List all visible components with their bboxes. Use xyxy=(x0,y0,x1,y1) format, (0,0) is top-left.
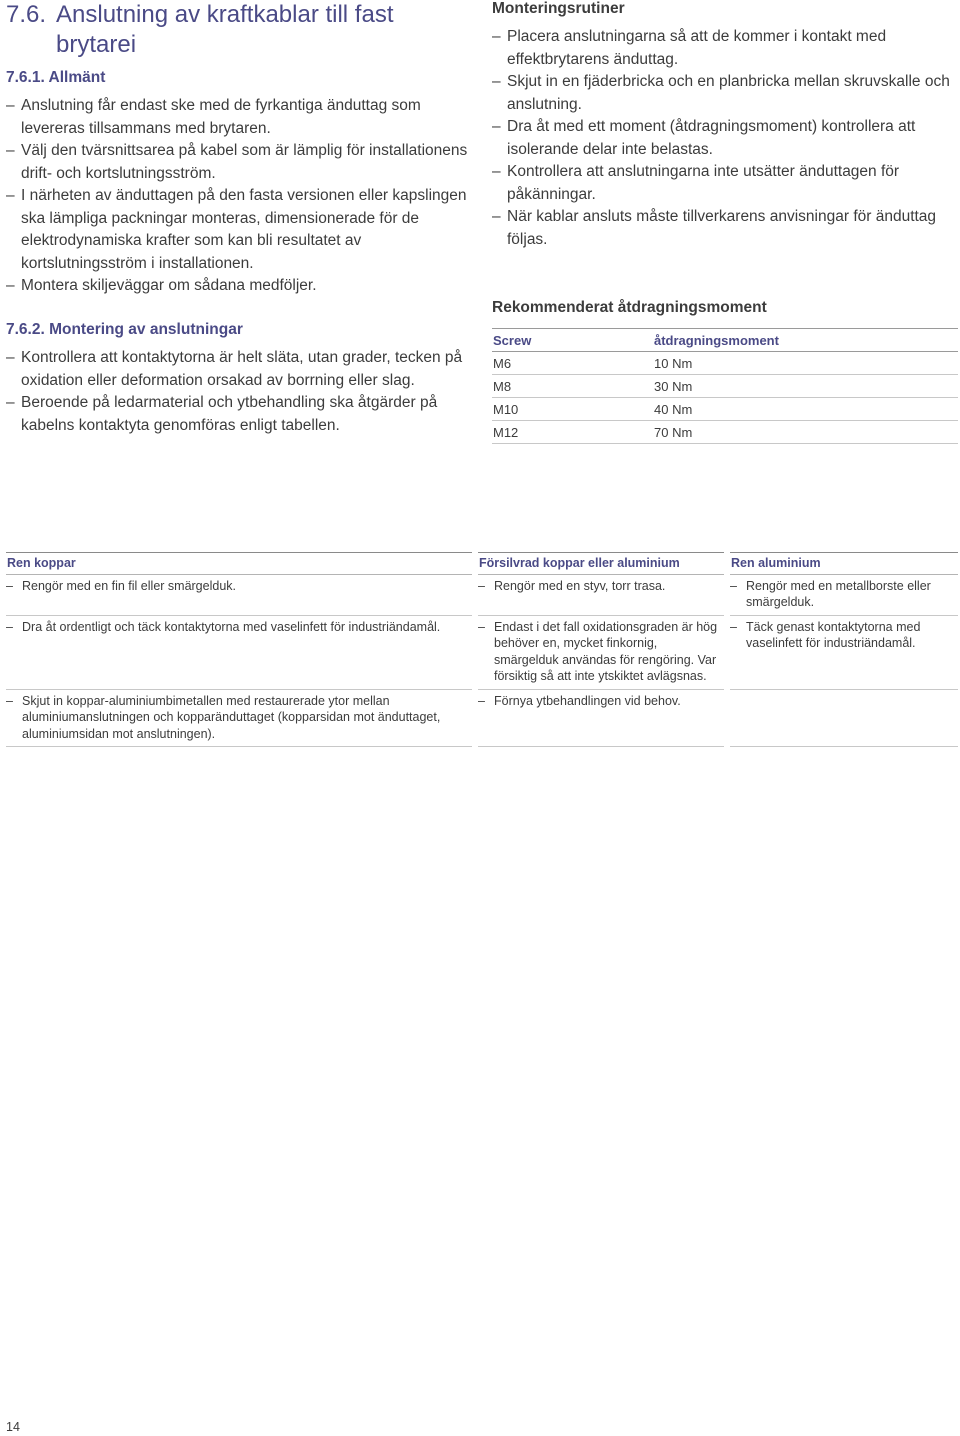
table-row xyxy=(6,689,958,747)
section-title-line2: brytarei xyxy=(56,31,137,58)
cell-text: – Förnya ytbehandlingen vid behov. xyxy=(478,693,718,710)
cell-text: – Dra åt ordentligt och täck kontaktytorna med vaselinfett för industriändamål. xyxy=(6,619,466,636)
table-cell xyxy=(6,615,475,689)
list-item: – Beroende på ledarmaterial och ytbehandling ska åtgärder på kabelns kontaktyta genomföras enligt tabellen. xyxy=(6,392,468,437)
table-cell xyxy=(6,689,475,747)
table-cell: M10 xyxy=(492,398,653,421)
list-item: – Dra åt med ett moment (åtdragningsmoment) kontrollera att isolerande delar inte belastas. xyxy=(492,116,958,161)
column-header-torque: åtdragningsmoment xyxy=(653,329,958,352)
table-row xyxy=(492,375,958,398)
table-cell xyxy=(475,574,727,615)
list-item: – När kablar ansluts måste tillverkarens anvisningar för änduttag följas. xyxy=(492,206,958,251)
page-title xyxy=(6,0,466,60)
list-item: – Placera anslutningarna så att de kommer i kontakt med effektbrytarens änduttag. xyxy=(492,26,958,71)
column-header-silvered: Försilvrad koppar eller aluminium xyxy=(475,553,727,575)
cell-text: – Skjut in koppar-aluminiumbimetallen med restaurerade ytor mellan aluminiumanslutningen och kopparänduttaget (kopparsidan mot änduttaget, aluminiumsidan mot anslutningen). xyxy=(6,693,466,743)
column-header-aluminium: Ren aluminium xyxy=(727,553,958,575)
table-cell: 10 Nm xyxy=(653,352,958,375)
list-item: – Välj den tvärsnittsarea på kabel som är lämplig för installationens drift- och kortslutningsström. xyxy=(6,140,468,185)
list-item: – Kontrollera att anslutningarna inte utsätter änduttagen för påkänningar. xyxy=(492,161,958,206)
mounting-heading: 7.6.2. Montering av anslutningar xyxy=(6,321,243,338)
routines-heading: Monteringsrutiner xyxy=(492,0,625,17)
torque-table xyxy=(492,328,958,444)
table-row xyxy=(6,574,958,615)
page-number: 14 xyxy=(6,1420,20,1434)
routines-list xyxy=(492,26,958,251)
cell-text: – Endast i det fall oxidationsgraden är hög behöver en, mycket finkornig, smärgelduk användas för rengöring. Var försiktig så att inte ytskiktet avlägsnas. xyxy=(478,619,718,685)
list-item: – Kontrollera att kontaktytorna är helt släta, utan grader, tecken på oxidation eller deformation orsakad av borrning eller slag. xyxy=(6,347,468,392)
table-row xyxy=(492,398,958,421)
table-cell xyxy=(727,574,958,615)
list-item: – I närheten av änduttagen på den fasta versionen eller kapslingen ska lämpliga packningar monteras, dimensionerade för de elektrodynamiska krafter som kan bli resultatet av kortslutningsström i installationen. xyxy=(6,185,468,275)
section-title-line1: Anslutning av kraftkablar till fast xyxy=(56,1,394,28)
table-cell: M6 xyxy=(492,352,653,375)
cell-text: – Täck genast kontaktytorna med vaselinfett för industriändamål. xyxy=(730,619,952,652)
column-header-copper: Ren koppar xyxy=(6,553,475,575)
torque-heading: Rekommenderat åtdragningsmoment xyxy=(492,299,767,316)
table-cell: 30 Nm xyxy=(653,375,958,398)
table-header-row xyxy=(492,329,958,352)
table-cell xyxy=(475,689,727,747)
section-number: 7.6. xyxy=(6,1,47,28)
table-row xyxy=(492,352,958,375)
table-cell: 70 Nm xyxy=(653,421,958,444)
table-cell xyxy=(727,615,958,689)
table-cell: M8 xyxy=(492,375,653,398)
table-cell: M12 xyxy=(492,421,653,444)
table-cell xyxy=(475,615,727,689)
cell-text: – Rengör med en styv, torr trasa. xyxy=(478,578,718,595)
table-row xyxy=(6,615,958,689)
table-header-row xyxy=(6,553,958,575)
list-item: – Montera skiljeväggar om sådana medföljer. xyxy=(6,275,468,298)
list-item: – Anslutning får endast ske med de fyrkantiga änduttag som levereras tillsammans med brytaren. xyxy=(6,95,468,140)
materials-table xyxy=(6,552,958,747)
cell-text: – Rengör med en fin fil eller smärgelduk. xyxy=(6,578,466,595)
column-header-screw: Screw xyxy=(492,329,653,352)
table-row xyxy=(492,421,958,444)
table-cell-empty xyxy=(727,689,958,747)
table-cell xyxy=(6,574,475,615)
cell-text: – Rengör med en metallborste eller smärgelduk. xyxy=(730,578,952,611)
general-list xyxy=(6,95,468,298)
table-cell: 40 Nm xyxy=(653,398,958,421)
list-item: – Skjut in en fjäderbricka och en planbricka mellan skruvskalle och anslutning. xyxy=(492,71,958,116)
general-heading: 7.6.1. Allmänt xyxy=(6,69,106,86)
mounting-list xyxy=(6,347,468,437)
